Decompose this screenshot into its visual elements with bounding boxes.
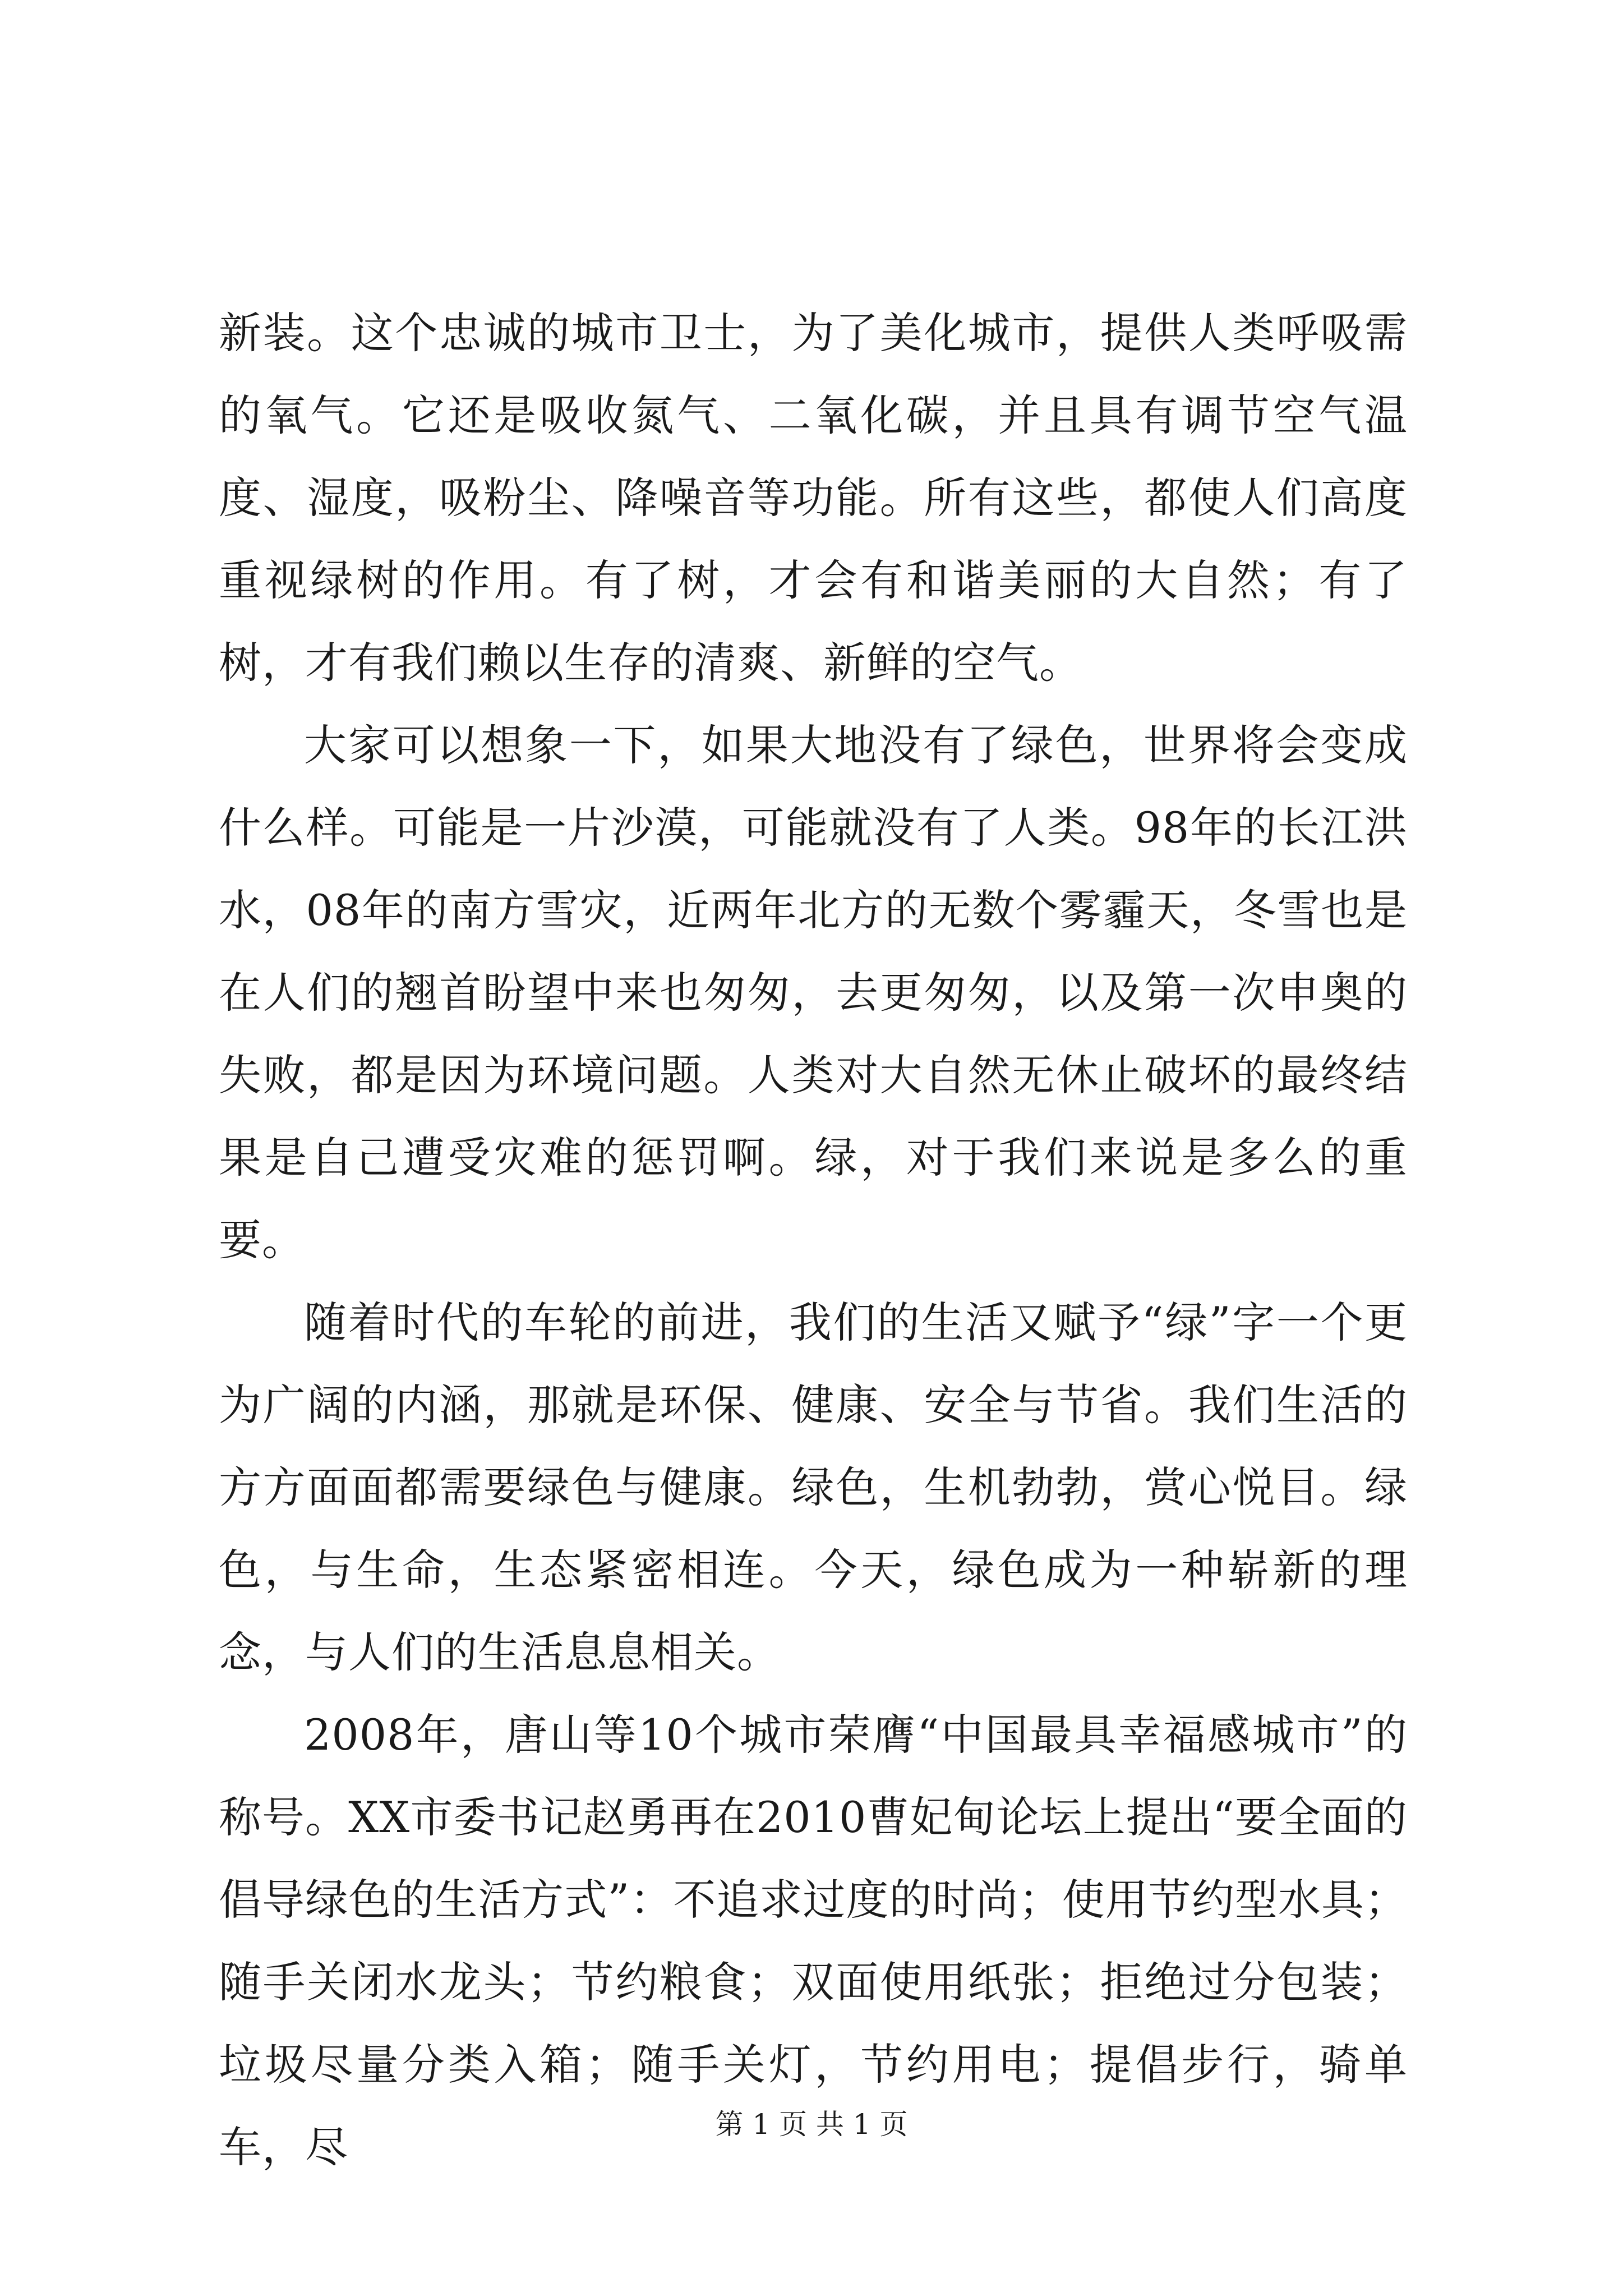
- paragraph-4: 2008年，唐山等10个城市荣膺“中国最具幸福感城市”的称号。XX市委书记赵勇再在2010曹妃甸论坛上提出“要全面的倡导绿色的生活方式”：不追求过度的时尚；使用节约型水具；随手关闭水龙头；节约粮食；双面使用纸张；拒绝过分包装；垃圾尽量分类入箱；随手关灯，节约用电；提倡步行，骑单车，尽: [219, 1710, 1408, 2172]
- document-body: [219, 292, 1408, 2188]
- paragraph-3: 随着时代的车轮的前进，我们的生活又赋予“绿”字一个更为广阔的内涵，那就是环保、健康、安全与节省。我们生活的方方面面都需要绿色与健康。绿色，生机勃勃，赏心悦目。绿色，与生命，生态紧密相连。今天，绿色成为一种崭新的理念，与人们的生活息息相关。: [219, 1297, 1408, 1677]
- paragraph-1: 新装。这个忠诚的城市卫士，为了美化城市，提供人类呼吸需的氧气。它还是吸收氮气、二氧化碳，并且具有调节空气温度、湿度，吸粉尘、降噪音等功能。所有这些，都使人们高度重视绿树的作用。有了树，才会有和谐美丽的大自然；有了树，才有我们赖以生存的清爽、新鲜的空气。: [219, 308, 1408, 688]
- paragraph-2: 大家可以想象一下，如果大地没有了绿色，世界将会变成什么样。可能是一片沙漠，可能就没有了人类。98年的长江洪水，08年的南方雪灾，近两年北方的无数个雾霾天，冬雪也是在人们的翘首盼望中来也匆匆，去更匆匆，以及第一次申奥的失败，都是因为环境问题。人类对大自然无休止破坏的最终结果是自己遭受灾难的惩罚啊。绿，对于我们来说是多么的重要。: [219, 720, 1408, 1265]
- page-number-footer: 第 1 页 共 1 页: [715, 2108, 908, 2141]
